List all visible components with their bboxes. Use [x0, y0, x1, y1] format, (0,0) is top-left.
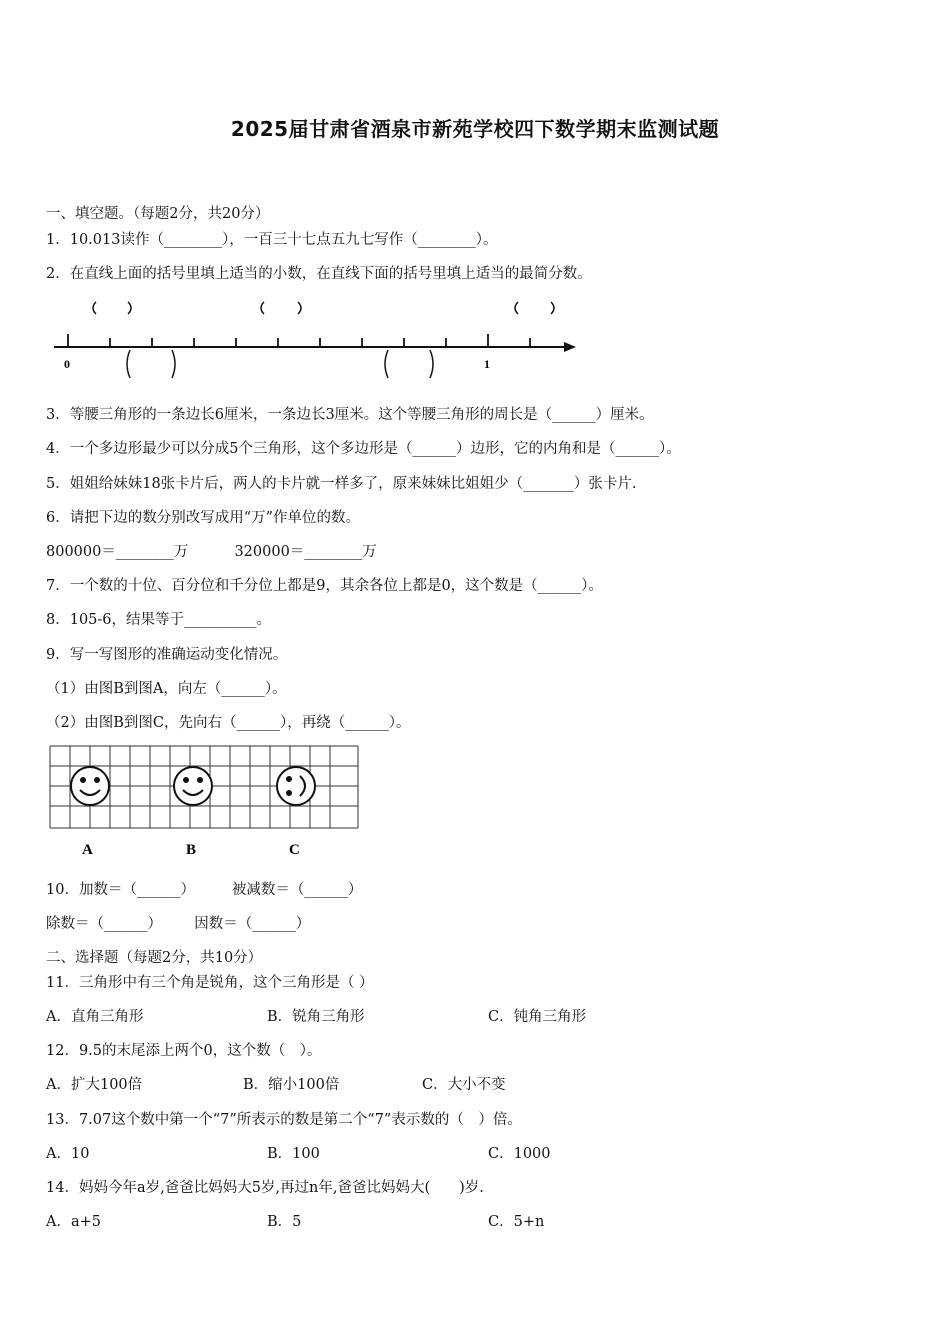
smiley-face-a: [71, 767, 109, 805]
question-6-blanks: 800000＝________万 320000＝________万: [46, 544, 377, 560]
smiley-grid-figure: [48, 744, 364, 862]
q11-option-c: C．钝角三角形: [488, 1009, 587, 1025]
question-9-part-2: （2）由图B到图C，先向右（______），再绕（______）。: [46, 715, 411, 731]
section1-heading: 一、填空题。（每题2分，共20分）: [46, 206, 270, 222]
question-2: 2．在直线上面的括号里填上适当的小数，在直线下面的括号里填上适当的最简分数。: [46, 266, 592, 282]
question-3: 3．等腰三角形的一条边长6厘米，一条边长3厘米。这个等腰三角形的周长是（______）厘米。: [46, 407, 654, 423]
question-12: 12．9.5的末尾添上两个0，这个数（ ）。: [46, 1043, 322, 1059]
q14-option-c: C．5+n: [488, 1214, 545, 1230]
question-8: 8．105-6，结果等于__________。: [46, 612, 272, 628]
question-10-line-1: 10．加数＝（______） 被减数＝（______）: [46, 882, 363, 898]
q12-option-c: C．大小不变: [422, 1077, 506, 1093]
grid-label-b: B: [186, 842, 197, 858]
number-line-bottom-brackets: [127, 350, 433, 378]
number-line-label-1: 1: [484, 357, 490, 371]
question-9-part-1: （1）由图B到图A，向左（______）。: [46, 681, 287, 697]
q11-option-b: B．锐角三角形: [267, 1009, 365, 1025]
q13-option-c: C．1000: [488, 1146, 551, 1162]
question-7: 7．一个数的十位、百分位和千分位上都是9，其余各位上都是0，这个数是（______）。: [46, 578, 603, 594]
q12-option-b: B．缩小100倍: [243, 1077, 340, 1093]
q14-option-a: A．a+5: [46, 1214, 101, 1230]
question-10-line-2: 除数＝（______） 因数＝（______）: [46, 916, 311, 932]
page-title: 2025届甘肃省酒泉市新苑学校四下数学期末监测试题: [230, 117, 720, 141]
q13-option-b: B．100: [267, 1146, 320, 1162]
q14-option-b: B．5: [267, 1214, 302, 1230]
q13-option-a: A．10: [46, 1146, 90, 1162]
grid-label-a: A: [82, 842, 93, 858]
q12-option-a: A．扩大100倍: [46, 1077, 143, 1093]
question-6: 6．请把下边的数分别改写成用“万”作单位的数。: [46, 510, 361, 526]
smiley-face-b: [174, 767, 212, 805]
number-line-label-0: 0: [64, 357, 70, 371]
number-line-top-parens: [93, 302, 554, 314]
number-line-ticks: [68, 334, 530, 347]
question-14: 14．妈妈今年a岁,爸爸比妈妈大5岁,再过n年,爸爸比妈妈大( )岁.: [46, 1180, 484, 1196]
question-1: 1．10.013读作（________），一百三十七点五九七写作（________）。: [46, 232, 498, 248]
question-9: 9．写一写图形的准确运动变化情况。: [46, 647, 288, 663]
number-line-figure: [48, 292, 588, 384]
section2-heading: 二、选择题（每题2分，共10分）: [46, 950, 263, 966]
smiley-face-c-rotated: [277, 767, 315, 805]
grid-label-c: C: [289, 842, 300, 858]
q11-option-a: A．直角三角形: [46, 1009, 144, 1025]
question-4: 4．一个多边形最少可以分成5个三角形，这个多边形是（______）边形，它的内角和是（______）。: [46, 441, 681, 457]
question-11: 11．三角形中有三个角是锐角，这个三角形是（ ）: [46, 975, 374, 991]
number-line-arrow: [564, 342, 576, 352]
question-5: 5．姐姐给妹妹18张卡片后，两人的卡片就一样多了，原来妹妹比姐姐少（_______）张卡片.: [46, 476, 637, 492]
question-13: 13．7.07这个数中第一个“7”所表示的数是第二个“7”表示数的（ ）倍。: [46, 1112, 522, 1128]
